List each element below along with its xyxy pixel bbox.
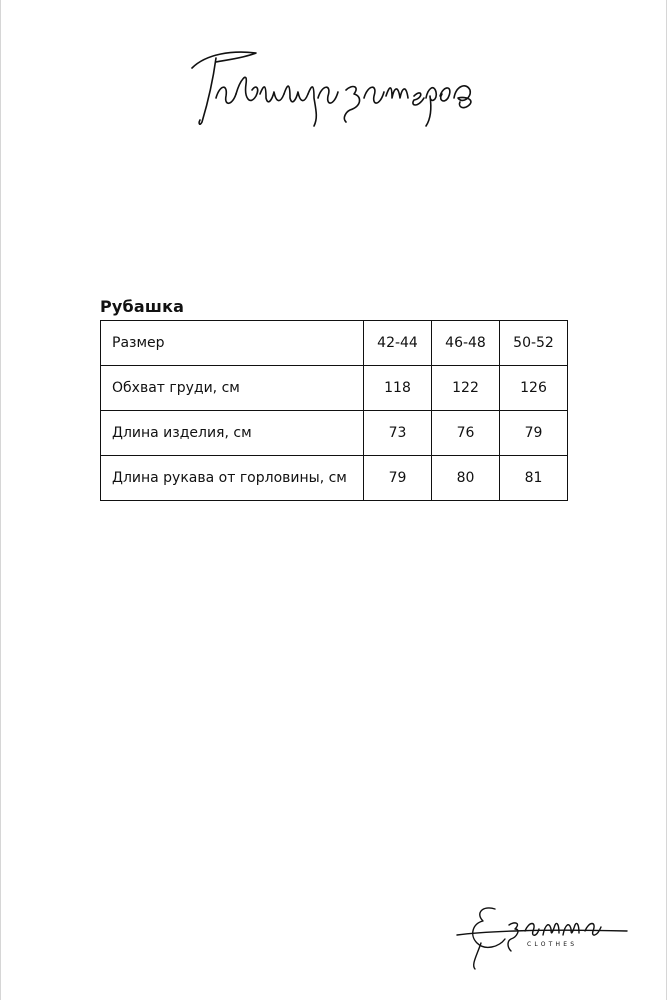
table-row <box>101 366 568 411</box>
row-value-cell: 76 <box>432 411 500 456</box>
row-value-cell: 79 <box>500 411 568 456</box>
header-size-cell: 50-52 <box>500 321 568 366</box>
header-size-cell: 46-48 <box>432 321 500 366</box>
row-value-cell: 122 <box>432 366 500 411</box>
row-value-cell: 126 <box>500 366 568 411</box>
size-table <box>100 320 568 501</box>
table-header-row <box>101 321 568 366</box>
table-row <box>101 411 568 456</box>
row-value-cell: 73 <box>364 411 432 456</box>
header-label-cell: Размер <box>101 321 364 366</box>
row-value-cell: 118 <box>364 366 432 411</box>
brand-logo <box>455 895 630 975</box>
row-label-cell: Длина изделия, см <box>101 411 364 456</box>
brand-logo-graphic <box>455 895 630 975</box>
row-value-cell: 80 <box>432 456 500 501</box>
row-label-cell: Длина рукава от горловины, см <box>101 456 364 501</box>
row-label-cell: Обхват груди, см <box>101 366 364 411</box>
table-row <box>101 456 568 501</box>
left-border-line <box>0 0 1 1000</box>
page-title-script <box>186 40 486 130</box>
row-value-cell: 81 <box>500 456 568 501</box>
handwritten-title-graphic <box>186 40 486 130</box>
header-size-cell: 42-44 <box>364 321 432 366</box>
row-value-cell: 79 <box>364 456 432 501</box>
brand-subtitle: CLOTHES <box>527 941 578 948</box>
section-title: Рубашка <box>100 297 185 316</box>
